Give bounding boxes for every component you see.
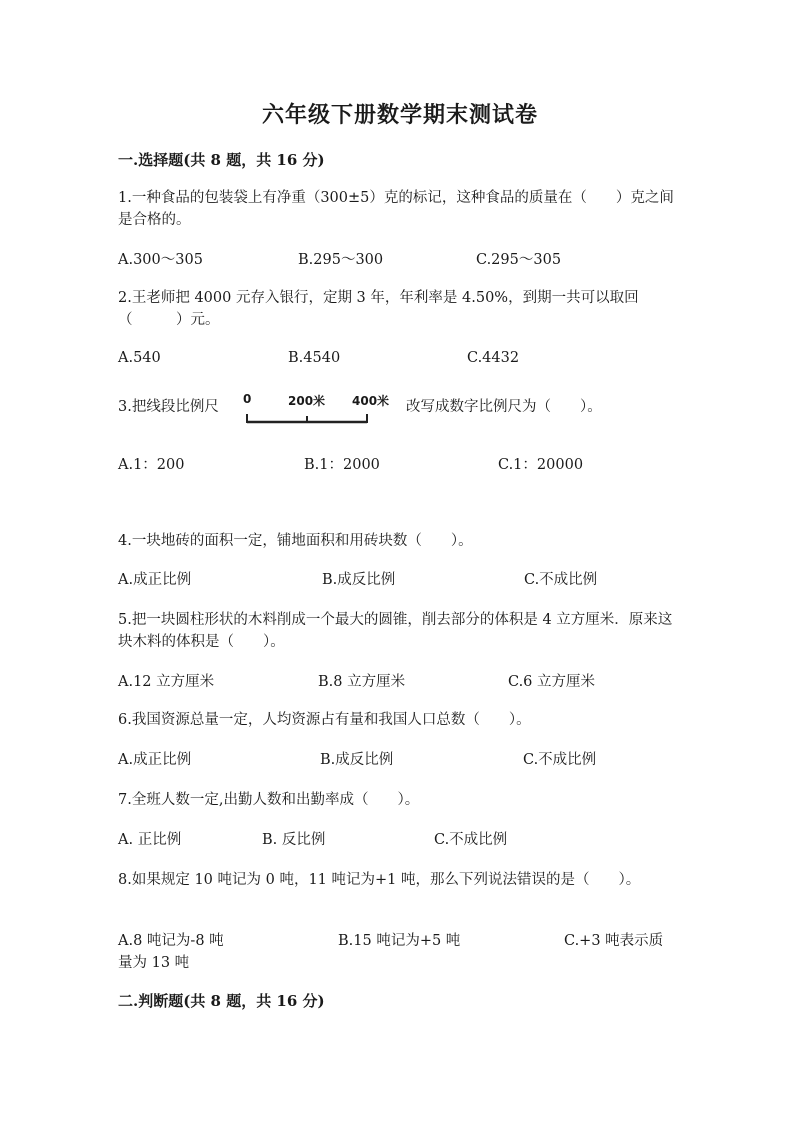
scale-label-200: 200米 [288, 394, 326, 408]
option-b: B. 反比例 [262, 832, 326, 848]
question-3-text-before: 3.把线段比例尺 [118, 399, 219, 415]
question-1-options [118, 249, 678, 271]
option-b: B.15 吨记为+5 吨 [338, 933, 461, 949]
question-1: 1.一种食品的包装袋上有净重（300±5）克的标记，这种食品的质量在（ ）克之间是合格的。 [118, 190, 674, 228]
option-a: A.300～305 [118, 252, 203, 268]
option-c: C.不成比例 [434, 832, 508, 848]
page-title: 六年级下册数学期末测试卷 [261, 102, 538, 128]
option-b: B.295～300 [298, 252, 384, 268]
question-3-text-after: 改写成数字比例尺为（ ）。 [406, 399, 602, 415]
question-6-options [118, 749, 678, 771]
option-a: A. 正比例 [118, 832, 182, 848]
option-b: B.成反比例 [320, 752, 394, 768]
scale-label-0: 0 [243, 392, 252, 406]
option-a: A.成正比例 [118, 572, 192, 588]
option-c-continuation: 量为 13 吨 [118, 955, 190, 971]
option-c: C.6 立方厘米 [508, 674, 596, 690]
option-a: A.8 吨记为-8 吨 [118, 933, 224, 949]
question-4: 4.一块地砖的面积一定，铺地面积和用砖块数（ ）。 [118, 533, 473, 549]
question-5-options [118, 671, 678, 693]
option-c: C.295～305 [476, 252, 562, 268]
option-b: B.1：2000 [304, 457, 380, 473]
option-c: C.4432 [467, 350, 520, 366]
question-6: 6.我国资源总量一定，人均资源占有量和我国人口总数（ ）。 [118, 712, 531, 728]
question-8: 8.如果规定 10 吨记为 0 吨，11 吨记为+1 吨，那么下列说法错误的是（ ）。 [118, 872, 641, 888]
section-heading-judgement: 二.判断题(共 8 题，共 16 分) [118, 992, 325, 1010]
option-b: B.成反比例 [322, 572, 396, 588]
question-2: 2.王老师把 4000 元存入银行，定期 3 年，年利率是 4.50%，到期一共可以取回（ ）元。 [118, 290, 639, 328]
scale-bar-line [240, 392, 390, 432]
option-c: C.不成比例 [524, 572, 598, 588]
option-a: A.540 [118, 350, 161, 366]
option-a: A.1：200 [118, 457, 185, 473]
option-c: C.1：20000 [498, 457, 584, 473]
question-5: 5.把一块圆柱形状的木料削成一个最大的圆锥，削去部分的体积是 4 立方厘米．原来这块木料的体积是（ ）。 [118, 612, 673, 650]
option-a: A.12 立方厘米 [118, 674, 215, 690]
question-4-options [118, 569, 678, 591]
question-7-options [118, 829, 678, 851]
section-heading-choice: 一.选择题(共 8 题，共 16 分) [118, 151, 325, 169]
question-7: 7.全班人数一定,出勤人数和出勤率成（ ）。 [118, 792, 420, 808]
question-2-options [118, 347, 678, 369]
option-c: C.+3 吨表示质 [564, 933, 664, 949]
option-a: A.成正比例 [118, 752, 192, 768]
line-scale-figure [240, 392, 390, 432]
option-b: B.4540 [288, 350, 341, 366]
question-8-options [118, 930, 678, 952]
option-c: C.不成比例 [523, 752, 597, 768]
question-3-options [118, 454, 678, 476]
scale-label-400: 400米 [352, 394, 390, 408]
option-b: B.8 立方厘米 [318, 674, 406, 690]
